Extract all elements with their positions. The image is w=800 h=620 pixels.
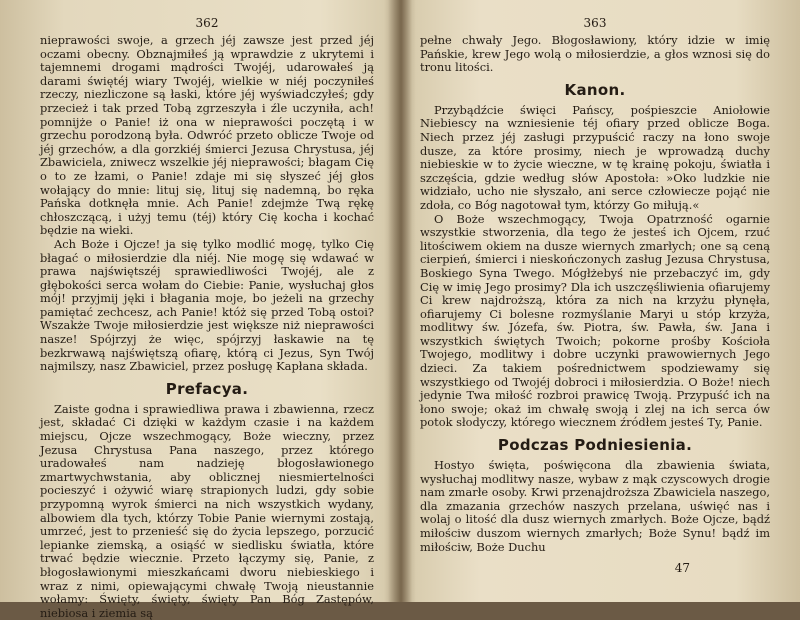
- right-paragraph-2: Przybądźcie święci Pańscy, pośpieszcie Aniołowie Niebiescy na wzniesienie téj ofiary przed oblicze Boga. Niech przez jéj zasługi przypuścić raczy na łono swoje dusze, za które prosimy, niech je wprowadzą duchy niebieskie w to życie wieczne, w tę krainę pokoju, światła i szczęścia, gdzie według słów Apostoła: »Oko ludzkie nie widziało, ucho nie słyszało, ani serce człowiecze pojąć nie zdoła, co Bóg nagotował tym, którzy Go miłują.«: [420, 102, 770, 212]
- heading-podczas-podniesienia: Podczas Podniesienia.: [497, 436, 693, 455]
- left-page-number: 362: [195, 16, 219, 30]
- signature-mark: 47: [674, 561, 690, 576]
- right-paragraph-1: pełne chwały Jego. Błogosławiony, który idzie w imię Pańskie, krew Jego wolą o miłosierdzie, a głos wznosi się do tronu litości.: [420, 33, 770, 75]
- left-paragraph-1: nieprawości swoje, a grzech jéj zawsze jest przed jéj oczami obecny. Obznajmiłeś ją wprawdzie z ukrytemi i tajemnemi drogami mądrości Twojéj, udarowałeś ją darami świętéj wiary Twojéj, wielkie w niéj poczyniłeś rzeczy, niezliczone są łaski, które jéj wyświadczyłeś; gdy przecież i tak przed Tobą zgrzeszyła i źle uczyniła, ach! pomnijże o Panie! iż ona w nieprawości poczętą i w grzechu porodzoną była. Odwróć przeto oblicze Twoje od jéj grzechów, a dla gorzkiéj śmierci Jezusa Chrystusa, jéj Zbawiciela, zniwecz wszelkie jéj nieprawości; błagam Cię o to ze łzami, o Panie! zdaje mi się słyszeć jéj głos wołający do mnie: lituj się, lituj się nademną, bo ręka Pańska dotknęła mnie. Ach Panie! zdejmże Twą rękę chłoszczącą, i użyj temu (téj) który Cię kocha i kochać będzie na wieki.: [40, 33, 374, 238]
- heading-kanon: Kanon.: [564, 80, 626, 99]
- right-page-number: 363: [583, 16, 607, 30]
- heading-prefacya: Prefacya.: [165, 379, 249, 398]
- left-paragraph-3: Zaiste godna i sprawiedliwa prawa i zbawienna, rzecz jest, składać Ci dzięki w każdym czasie i na każdem miejscu, Ojcze wszechmogący, Boże wieczny, przez Jezusa Chrystusa Pana naszego, przez którego uradowałeś nam nadzieję błogosławionego zmartwychwstania, aby oblicznej niesmiertelności pocieszyć i ożywić wiarę strapionych ludzi, gdy sobie przypomną wyrok śmierci na nich wszystkich wydany, albowiem dla tych, którzy Tobie Panie wiernymi zostają, umrzeć, jest to przenieść się do życia lepszego, porzucić lepianke ziemską, a osiąść w siedlisku światła, które trwać będzie wiecznie. Przeto łączymy się, Panie, z błogosławionymi mieszkańcami dworu niebieskiego i wraz z nimi, opiewającymi chwałę Twoją nieustannie wołamy: Święty, święty, święty Pan Bóg Zastępów, niebiosa i ziemia są: [40, 401, 374, 620]
- left-paragraph-2: Ach Boże i Ojcze! ja się tylko modlić mogę, tylko Cię błagać o miłosierdzie dla niéj. Nie mogę się wdawać w prawa najświętszéj sprawiedliwości Twojéj, ale z głębokości serca wołam do Ciebie: Panie, wysłuchaj głos mój! przyjmij jęki i błagania moje, bo jeżeli na grzechy pamiętać zechcesz, ach Panie! któż się przed Tobą ostoi? Wszakże Twoje miłosierdzie jest większe niż nieprawości nasze! Spójrzyj że więc, spójrzyj łaskawie na tę bezkrwawą najświętszą ofiarę, którą ci Jezus, Syn Twój najmilszy, nasz Zbawiciel, przez posługę Kapłana składa.: [40, 236, 374, 374]
- left-page: [0, 0, 398, 620]
- right-page: [402, 0, 800, 602]
- right-paragraph-4: Hostyo święta, poświęcona dla zbawienia świata, wysłuchaj modlitwy nasze, wybaw z mąk czyscowych drogie nam zmarłe osoby. Krwi przenajdroższa Zbawiciela naszego, dla zmazania grzechów naszych przelana, uświęć nas i wolaj o litość dla dusz wiernych zmarłych. Boże Ojcze, bądź miłościw duszom wiernych zmarłych; Boże Synu! bądź im miłościw, Boże Duchu: [420, 458, 770, 554]
- right-paragraph-3: O Boże wszechmogący, Twoja Opatrzność ogarnie wszystkie stworzenia, dla tego że jesteś ich Ojcem, rzuć litościwem okiem na dusze wiernych zmarłych; one są ceną cierpień, śmierci i nieskończonych zasług Jezusa Chrystusa, Boskiego Syna Twego. Mógłżebyś nie przebaczyć im, gdy Cię w imię Jego prosimy? Dla ich uszczęśliwienia ofiarujemy Ci krew najdroższą, która za nich na krzyżu płynęła, ofiarujemy Ci bolesne rozmyślanie Maryi u stóp krzyża, modlitwy św. Józefa, św. Piotra, św. Pawła, św. Jana i wszystkich świętych Twoich; pokorne prośby Kościoła Twojego, modlitwy i dobre uczynki prawowiernych Jego dzieci. Za takiem pośrednictwem spodziewamy się wszystkiego od Twojéj dobroci i miłosierdzia. O Boże! niech jedynie Twa miłość rozbroi prawicę Twoją. Przypuść ich na łono swoje; okaż im chwałę swoją i zlej na ich serca ów potok słodyczy, którego wiecznem źródłem jesteś Ty, Panie.: [420, 211, 770, 430]
